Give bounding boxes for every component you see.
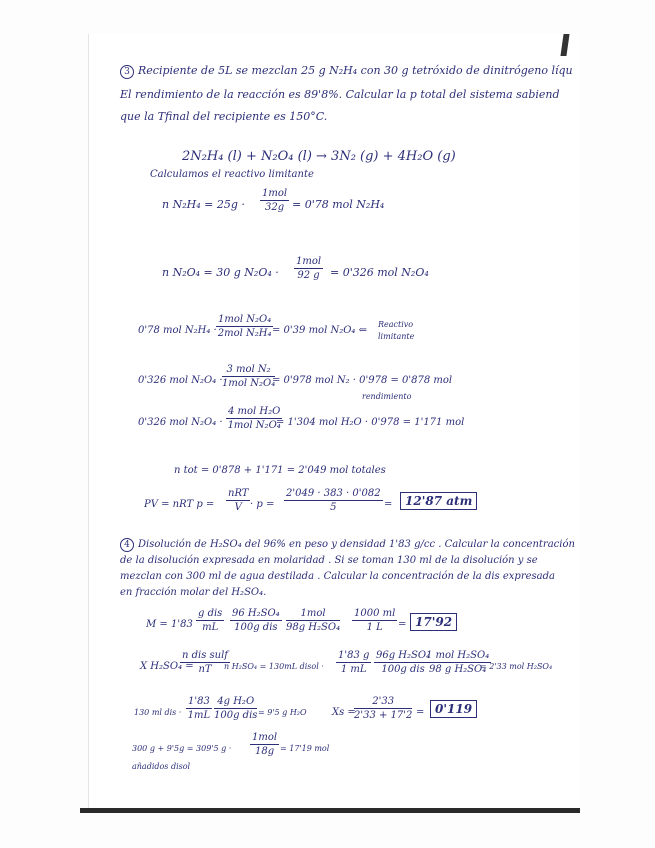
- molarity-result: 17'92: [410, 613, 457, 631]
- pv-fraction-1: nRT V: [228, 488, 249, 513]
- n2-result: = 0'978 mol N₂ · 0'978 = 0'878 mol: [272, 375, 453, 386]
- n2-lhs: 0'326 mol N₂O₄ ·: [138, 375, 223, 386]
- pv-equals: =: [384, 499, 393, 510]
- xs-equals: =: [416, 707, 425, 718]
- xs-lhs: Xs =: [332, 707, 356, 718]
- yield-label: rendimiento: [362, 392, 412, 401]
- n-n2o4-result: = 0'326 mol N₂O₄: [330, 266, 429, 279]
- pv-mid: · p =: [250, 499, 275, 510]
- limiting-result: = 0'39 mol N₂O₄ ⇐: [272, 325, 367, 336]
- pv-lhs: PV = nRT p =: [144, 499, 215, 510]
- limiting-reagent-note: Calculamos el reactivo limitante: [150, 169, 314, 180]
- n-n2h4-lhs: n N₂H₄ = 25g ·: [162, 198, 245, 211]
- water-mass-result: = 9'5 g H₂O: [258, 708, 307, 717]
- problem4-line3: mezclan con 300 ml de agua destilada . Calcular la concentración de la dis expresada: [120, 571, 555, 582]
- sulfuric-fraction-3: 1 mol H₂SO₄ 98 g H₂SO₄: [426, 650, 490, 675]
- mole-fraction-def: n dis sulf nT: [182, 650, 229, 675]
- h2o-fraction: 4 mol H₂O 1mol N₂O₄: [227, 406, 281, 431]
- n-n2o4-lhs: n N₂O₄ = 30 g N₂O₄ ·: [162, 266, 279, 279]
- problem4-line1: 4 Disolución de H₂SO₄ del 96% en peso y densidad 1'83 g/cc . Calcular la concentración: [120, 538, 575, 552]
- n2-fraction: 3 mol N₂ 1mol N₂O₄: [222, 364, 276, 389]
- problem3-number: 3: [120, 65, 134, 79]
- xs-fraction: $\frac{2'33}{2'33 + 17'2}$: [354, 696, 413, 721]
- xs-result: 0'119: [430, 700, 477, 718]
- sulfuric-moles-result: = 2'33 mol H₂SO₄: [480, 662, 553, 671]
- water-fraction-2: 4g H₂O 100g dis: [214, 696, 258, 721]
- limiting-fraction: 1mol N₂O₄ 2mol N₂H₄: [217, 314, 272, 339]
- molarity-fraction-1: g dis mL: [198, 608, 223, 633]
- n-n2h4-fraction: 1mol 32g: [262, 188, 288, 213]
- limiting-label-1: Reactivo: [378, 320, 414, 329]
- page-bottom-edge: [80, 808, 580, 813]
- problem3-line2: El rendimiento de la reacción es 89'8%. Calcular la p total del sistema sabiend: [120, 88, 560, 101]
- molarity-fraction-4: $\frac{1000 ml}{1 L}$: [354, 608, 396, 633]
- problem3-line3: que la Tfinal del recipiente es 150°C.: [120, 110, 328, 123]
- molarity-fraction-3: 1mol 98g H₂SO₄: [286, 608, 341, 633]
- n-n2o4-fraction: 1mol 92 g: [296, 256, 322, 281]
- h2o-lhs: 0'326 mol N₂O₄ ·: [138, 417, 223, 428]
- n-total: n tot = 0'878 + 1'171 = 2'049 mol totales: [174, 465, 386, 476]
- n-n2h4-result: = 0'78 mol N₂H₄: [292, 198, 385, 211]
- water-labels: añadidos disol: [132, 762, 191, 771]
- water-moles-result: = 17'19 mol: [280, 744, 330, 753]
- limiting-label-2: limitante: [378, 332, 415, 341]
- mole-fraction-lhs: X H₂SO₄ =: [140, 661, 194, 672]
- water-moles-fraction: 1mol 18g: [252, 732, 278, 757]
- water-mass-lhs: 130 ml dis ·: [134, 708, 182, 717]
- pv-fraction-2: $\frac{2'049 \cdot 383 \cdot 0'082}{5}$: [286, 488, 381, 513]
- sulfuric-fraction-1: $\frac{1'83 g}{1 mL}$: [338, 650, 370, 675]
- molarity-lhs: M = 1'83: [146, 619, 193, 630]
- molarity-fraction-2: 96 H₂SO₄ 100g dis: [232, 608, 280, 633]
- molarity-equals: =: [398, 619, 407, 630]
- sulfuric-moles-lhs: n H₂SO₄ = 130mL disol ·: [224, 662, 324, 671]
- problem4-number: 4: [120, 538, 134, 552]
- h2o-result: = 1'304 mol H₂O · 0'978 = 1'171 mol: [276, 417, 465, 428]
- reaction-equation: 2N₂H₄ (l) + N₂O₄ (l) → 3N₂ (g) + 4H₂O (g): [182, 149, 456, 164]
- water-moles-lhs: 300 g + 9'5g = 309'5 g ·: [132, 744, 232, 753]
- limiting-lhs: 0'78 mol N₂H₄ ·: [138, 325, 217, 336]
- problem3-line1: 3 Recipiente de 5L se mezclan 25 g N₂H₄ con 30 g tetróxido de dinitrógeno líqu: [120, 64, 573, 79]
- pressure-result: 12'87 atm: [400, 492, 477, 510]
- problem4-line2: de la disolución expresada en molaridad . Si se toman 130 ml de la disolución y se: [120, 555, 538, 566]
- problem4-line4: en fracción molar del H₂SO₄.: [120, 587, 267, 598]
- water-fraction-1: $\frac{1'83}{1mL}$: [187, 696, 211, 721]
- sulfuric-fraction-2: 96g H₂SO₄ 100g dis: [376, 650, 431, 675]
